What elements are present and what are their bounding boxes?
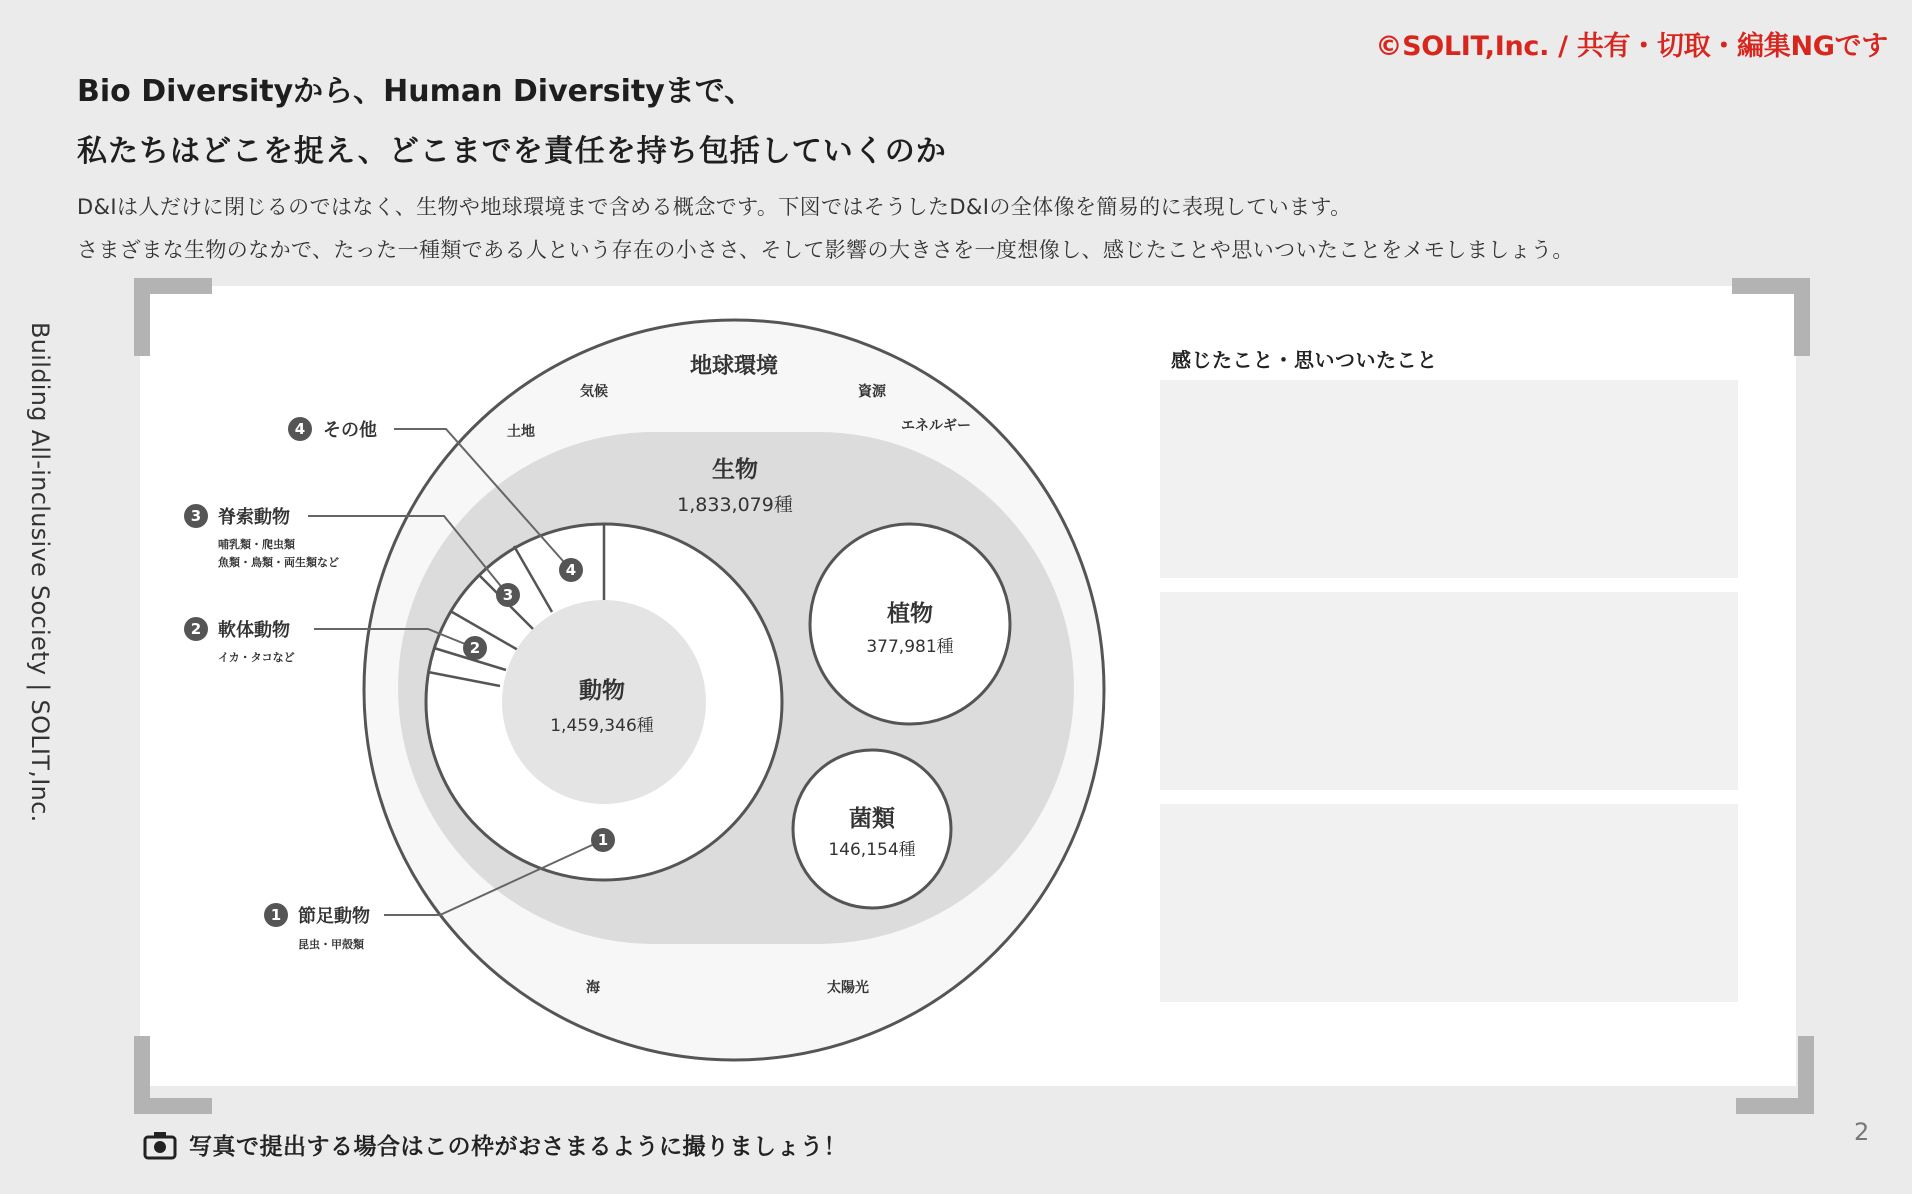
animals-label: 動物: [579, 678, 625, 704]
plants-label: 植物: [887, 601, 933, 627]
earth-resources-label: 資源: [858, 384, 886, 400]
description-line1: D&Iは人だけに閉じるのではなく、生物や地球環境まで含める概念です。下図ではそうしたD&Iの全体像を簡易的に表現しています。: [77, 195, 1352, 219]
footer-note: [143, 1128, 847, 1161]
memo-box-1[interactable]: [1160, 380, 1738, 578]
earth-energy-label: エネルギー: [901, 418, 971, 434]
earth-sunlight-label: 太陽光: [827, 980, 869, 996]
page-number: 2: [1854, 1118, 1870, 1146]
group-chordata-label: 脊索動物: [218, 507, 290, 528]
marker-1-label-num: 1: [270, 906, 282, 924]
memo-title: 感じたこと・思いついたこと: [1171, 348, 1438, 372]
group-other-label: その他: [323, 420, 377, 441]
sidebar-vertical-text: Building All-inclusive Society | SOLIT,Inc.: [26, 322, 54, 823]
marker-2-diagram-num: 2: [469, 639, 481, 657]
group-chordata-sub2: 魚類・鳥類・両生類など: [218, 556, 339, 569]
copyright-notice: ©SOLIT,Inc. / 共有・切取・編集NGです: [1375, 31, 1888, 62]
marker-4-label-num: 4: [294, 420, 306, 438]
group-arthropoda-label: 節足動物: [298, 906, 370, 927]
fungi-label: 菌類: [849, 806, 895, 832]
memo-box-3[interactable]: [1160, 804, 1738, 1002]
marker-2-label-num: 2: [190, 620, 202, 638]
life-label: 生物: [712, 457, 758, 483]
life-count: 1,833,079種: [677, 494, 793, 516]
memo-box-2[interactable]: [1160, 592, 1738, 790]
earth-sea-label: 海: [586, 980, 600, 996]
plants-count: 377,981種: [866, 637, 954, 657]
earth-climate-label: 気候: [580, 384, 608, 400]
fungi-count: 146,154種: [828, 840, 916, 860]
group-mollusca-sub: イカ・タコなど: [218, 651, 295, 664]
marker-3-label-num: 3: [190, 507, 202, 525]
marker-1-diagram-num: 1: [597, 831, 609, 849]
group-mollusca-label: 軟体動物: [218, 620, 290, 641]
footer-text: 写真で提出する場合はこの枠がおさまるように撮りましょう！: [189, 1134, 847, 1160]
group-chordata-sub1: 哺乳類・爬虫類: [218, 538, 295, 551]
marker-3-diagram-num: 3: [502, 586, 514, 604]
description-line2: さまざまな生物のなかで、たった一種類である人という存在の小ささ、そして影響の大きさを一度想像し、感じたことや思いついたことをメモしましょう。: [77, 238, 1574, 262]
animals-count: 1,459,346種: [550, 716, 654, 736]
group-arthropoda-sub: 昆虫・甲殻類: [298, 938, 364, 951]
marker-4-diagram-num: 4: [565, 561, 577, 579]
camera-icon: [143, 1130, 177, 1160]
page-title-line1: Bio Diversityから、Human Diversityまで、: [77, 74, 755, 109]
earth-soil-label: 土地: [507, 424, 535, 440]
page-title-line2: 私たちはどこを捉え、どこまでを責任を持ち包括していくのか: [77, 134, 947, 169]
earth-label: 地球環境: [689, 354, 779, 379]
